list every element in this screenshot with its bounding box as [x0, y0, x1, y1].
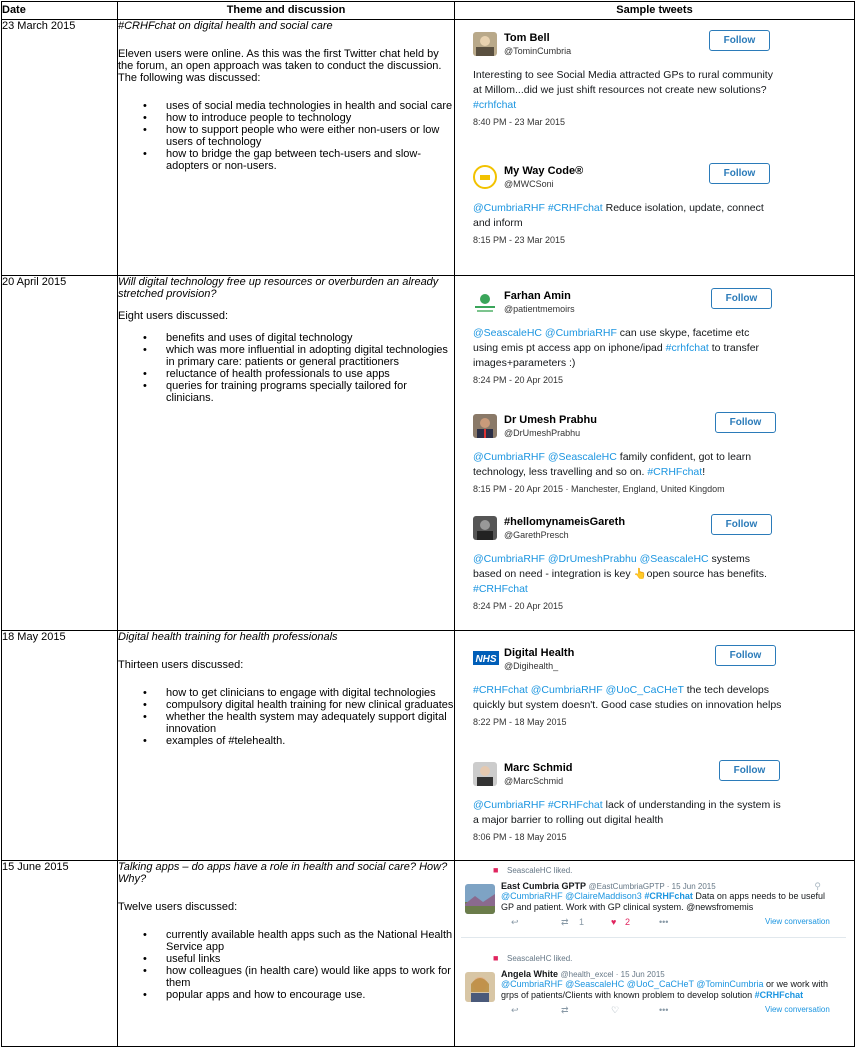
tweet-handle: @MarcSchmid	[504, 776, 564, 786]
hashtag-link[interactable]: #CRHFchat	[754, 990, 804, 1000]
list-item: • how to bridge the gap between tech-users and slow-adopters or non-users.	[143, 148, 421, 172]
view-conversation-link[interactable]: View conversation	[765, 917, 830, 926]
tweet-handle: @EastCumbriaGPTP · 15 Jun 2015	[588, 882, 716, 891]
tweet-author: Tom Bell	[504, 32, 550, 44]
list-item: • which was more influential in adopting digital technologies in primary care: patients or general practitioners	[143, 344, 448, 368]
row-tweets	[455, 276, 855, 631]
table-row	[2, 631, 855, 861]
header-date: Date	[2, 2, 118, 20]
row-theme	[118, 861, 455, 1047]
avatar	[473, 414, 497, 438]
avatar	[473, 165, 497, 189]
tweet-text: @CumbriaRHF @ClaireMaddison3 #CRHFchat Data on apps needs to be useful GP and patient. Work with GP clinical system. @newsfromemis	[501, 891, 825, 912]
header-tweets: Sample tweets	[455, 2, 855, 20]
row-theme	[118, 631, 455, 861]
list-item: • useful links	[143, 953, 221, 965]
tweet-author: Angela White	[501, 969, 559, 979]
tweet-card	[473, 760, 785, 842]
tweet-handle: @health_excel · 15 Jun 2015	[560, 970, 665, 979]
liked-by: SeascaleHC liked.	[507, 954, 573, 963]
tweet-card	[473, 514, 773, 611]
reply-icon[interactable]: ↩	[511, 1005, 519, 1015]
avatar	[465, 972, 495, 1002]
row-date: 20 April 2015	[2, 276, 118, 631]
tweet-handle: @patientmemoirs	[504, 304, 575, 314]
tweet-author: Farhan Amin	[504, 290, 571, 302]
avatar	[473, 290, 497, 314]
row-date: 15 June 2015	[2, 861, 118, 1047]
list-item: • how colleagues (in health care) would like apps to work for them	[143, 965, 451, 989]
tweet-text: @CumbriaRHF #CRHFchat lack of understanding in the system is a major barrier to rolling out digital health	[473, 799, 781, 826]
theme-bullets	[118, 929, 454, 1001]
nhs-logo-text: NHS	[475, 654, 497, 665]
follow-button[interactable]: Follow	[715, 645, 776, 666]
tweet-card	[473, 645, 783, 727]
tweet-handle: @DrUmeshPrabhu	[504, 428, 581, 438]
row-theme	[118, 276, 455, 631]
tweet-card	[473, 288, 773, 385]
avatar	[473, 32, 497, 56]
follow-button[interactable]: Follow	[719, 760, 780, 781]
mention-link[interactable]: @CumbriaRHF @ClaireMaddison3	[501, 891, 642, 901]
list-item: • compulsory digital health training for new clinical graduates	[143, 699, 454, 711]
avatar	[473, 651, 499, 665]
tweet-author: #hellomynameisGareth	[504, 516, 626, 528]
hashtag-link[interactable]: #CRHFchat	[647, 466, 703, 478]
tweet-time: 8:22 PM - 18 May 2015	[473, 717, 567, 727]
tweet-time: 8:15 PM - 20 Apr 2015 · Manchester, England, United Kingdom	[473, 484, 725, 494]
heart-icon[interactable]: ♥	[611, 917, 617, 927]
theme-intro: Eight users discussed:	[118, 310, 229, 322]
list-item: • how to support people who were either non-users or low users of technology	[143, 124, 440, 148]
avatar	[465, 884, 495, 914]
heart-icon[interactable]: ♡	[611, 1005, 620, 1015]
list-item: • how to get clinicians to engage with digital technologies	[143, 687, 436, 699]
list-item: • queries for training programs specially tailored for clinicians.	[143, 380, 407, 404]
tweet-handle: @GarethPresch	[504, 530, 569, 540]
list-item: • popular apps and how to encourage use.	[143, 989, 366, 1001]
theme-bullets	[118, 100, 454, 172]
table-row	[2, 20, 855, 276]
tweet-handle: @MWCSoni	[504, 179, 554, 189]
tweet-text: @CumbriaRHF @SeascaleHC @UoC_CaCHeT @TominCumbria or we work with grps of patients/Clients with known problem to develop solution #CRHFchat	[501, 979, 828, 1000]
table-row	[2, 276, 855, 631]
heart-icon: ■	[493, 953, 499, 963]
tweet-text: Interesting to see Social Media attracted GPs to rural community at Millom...did we just shift resources not create new solutions? #crhfchat	[473, 69, 773, 111]
mention-link[interactable]: @CumbriaRHF @SeascaleHC	[473, 451, 617, 463]
tweet-time: 8:24 PM - 20 Apr 2015	[473, 375, 564, 385]
tweet-author: Digital Health	[504, 647, 575, 659]
retweet-count: 1	[579, 917, 585, 927]
theme-title: Will digital technology free up resources or overburden an already stretched provision?	[118, 276, 439, 300]
pointing-hand-icon: 👆	[633, 568, 647, 580]
list-item: • currently available health apps such as the National Health Service app	[143, 929, 453, 953]
mention-link[interactable]: @CumbriaRHF @DrUmeshPrabhu @SeascaleHC	[473, 553, 709, 565]
follow-button[interactable]: Follow	[709, 30, 770, 51]
theme-title: Digital health training for health professionals	[118, 631, 338, 643]
hashtag-link[interactable]: #crhfchat	[665, 342, 709, 354]
tweet-text: @CumbriaRHF @DrUmeshPrabhu @SeascaleHC systems based on need - integration is key 👆open source has benefits. #CRHFchat	[473, 553, 767, 595]
liked-tweet	[465, 953, 835, 1019]
more-icon[interactable]: •••	[659, 917, 669, 927]
mention-link[interactable]: @CumbriaRHF #CRHFchat	[473, 799, 603, 811]
mention-link[interactable]: #CRHFchat @CumbriaRHF @UoC_CaCHeT	[473, 684, 684, 696]
view-conversation-link[interactable]: View conversation	[765, 1005, 830, 1014]
row-tweets	[455, 631, 855, 861]
mention-link[interactable]: @SeascaleHC @CumbriaRHF	[473, 327, 617, 339]
avatar	[473, 762, 497, 786]
follow-button[interactable]: Follow	[711, 288, 772, 309]
list-item: • reluctance of health professionals to use apps	[143, 368, 390, 380]
tweet-card	[473, 30, 773, 127]
theme-intro: Eleven users were online. As this was the first Twitter chat held by the forum, an open approach was taken to conduct the discussion. The following was discussed:	[118, 48, 442, 84]
row-tweets	[455, 20, 855, 276]
avatar	[473, 516, 497, 540]
tweet-text: #CRHFchat @CumbriaRHF @UoC_CaCHeT the tech develops quickly but system doesn't. Good case studies on innovation helps	[473, 684, 782, 711]
tweet-text: @SeascaleHC @CumbriaRHF can use skype, facetime etc using emis pt access app on iphone/ipad #crhfchat to transfer images+parameters :)	[473, 327, 760, 369]
follow-button[interactable]: Follow	[715, 412, 776, 433]
tweet-author: Marc Schmid	[504, 762, 573, 774]
follow-button[interactable]: Follow	[709, 163, 770, 184]
tweet-handle: @TominCumbria	[504, 46, 572, 56]
tweet-time: 8:40 PM - 23 Mar 2015	[473, 117, 566, 127]
row-date: 23 March 2015	[2, 20, 118, 276]
tweet-time: 8:24 PM - 20 Apr 2015	[473, 601, 564, 611]
retweet-icon[interactable]: ⇄	[561, 1005, 569, 1015]
tweet-author: My Way Code®	[504, 165, 584, 177]
theme-title: Talking apps – do apps have a role in health and social care? How? Why?	[118, 861, 448, 885]
tweet-author: Dr Umesh Prabhu	[504, 414, 597, 426]
tweet-text: @CumbriaRHF #CRHFchat Reduce isolation, update, connect and inform	[473, 202, 764, 229]
tweet-card	[473, 163, 773, 245]
hashtag-link[interactable]: #CRHFchat	[644, 891, 693, 901]
theme-title: #CRHFchat on digital health and social care	[118, 20, 333, 32]
hashtag-link[interactable]: #CRHFchat	[473, 583, 528, 595]
location-pin-icon: ⚲	[814, 881, 821, 891]
tweet-card	[473, 412, 783, 494]
list-item: • whether the health system may adequately support digital innovation	[143, 711, 447, 735]
discussion-table	[1, 1, 855, 1047]
list-item: • uses of social media technologies in health and social care	[143, 100, 453, 112]
divider	[461, 937, 846, 938]
theme-intro: Twelve users discussed:	[118, 901, 238, 913]
heart-icon: ■	[493, 865, 499, 875]
theme-intro: Thirteen users discussed:	[118, 659, 244, 671]
mention-link[interactable]: @CumbriaRHF #CRHFchat	[473, 202, 603, 214]
list-item: • examples of #telehealth.	[143, 735, 286, 747]
more-icon[interactable]: •••	[659, 1005, 669, 1015]
row-date: 18 May 2015	[2, 631, 118, 861]
tweet-text: @CumbriaRHF @SeascaleHC family confident, got to learn technology, less travelling and so on. #CRHFchat!	[473, 451, 752, 478]
header-theme: Theme and discussion	[118, 2, 455, 20]
row-tweets	[455, 861, 855, 1047]
theme-bullets	[118, 332, 454, 404]
tweet-time: 8:15 PM - 23 Mar 2015	[473, 235, 566, 245]
list-item: • how to introduce people to technology	[143, 112, 352, 124]
tweet-author: East Cumbria GPTP	[501, 881, 587, 891]
reply-icon[interactable]: ↩	[511, 917, 519, 927]
row-theme	[118, 20, 455, 276]
like-count: 2	[625, 917, 631, 927]
header-row	[2, 2, 855, 20]
list-item: • benefits and uses of digital technology	[143, 332, 353, 344]
hashtag-link[interactable]: #crhfchat	[473, 99, 517, 111]
retweet-icon[interactable]: ⇄	[561, 917, 569, 927]
theme-bullets	[118, 687, 454, 747]
mention-link[interactable]: @CumbriaRHF @SeascaleHC @UoC_CaCHeT @TominCumbria	[501, 979, 764, 989]
liked-tweet	[465, 865, 835, 931]
follow-button[interactable]: Follow	[711, 514, 772, 535]
tweet-time: 8:06 PM - 18 May 2015	[473, 832, 567, 842]
liked-by: SeascaleHC liked.	[507, 866, 573, 875]
tweet-handle: @Digihealth_	[504, 661, 559, 671]
table-row	[2, 861, 855, 1047]
